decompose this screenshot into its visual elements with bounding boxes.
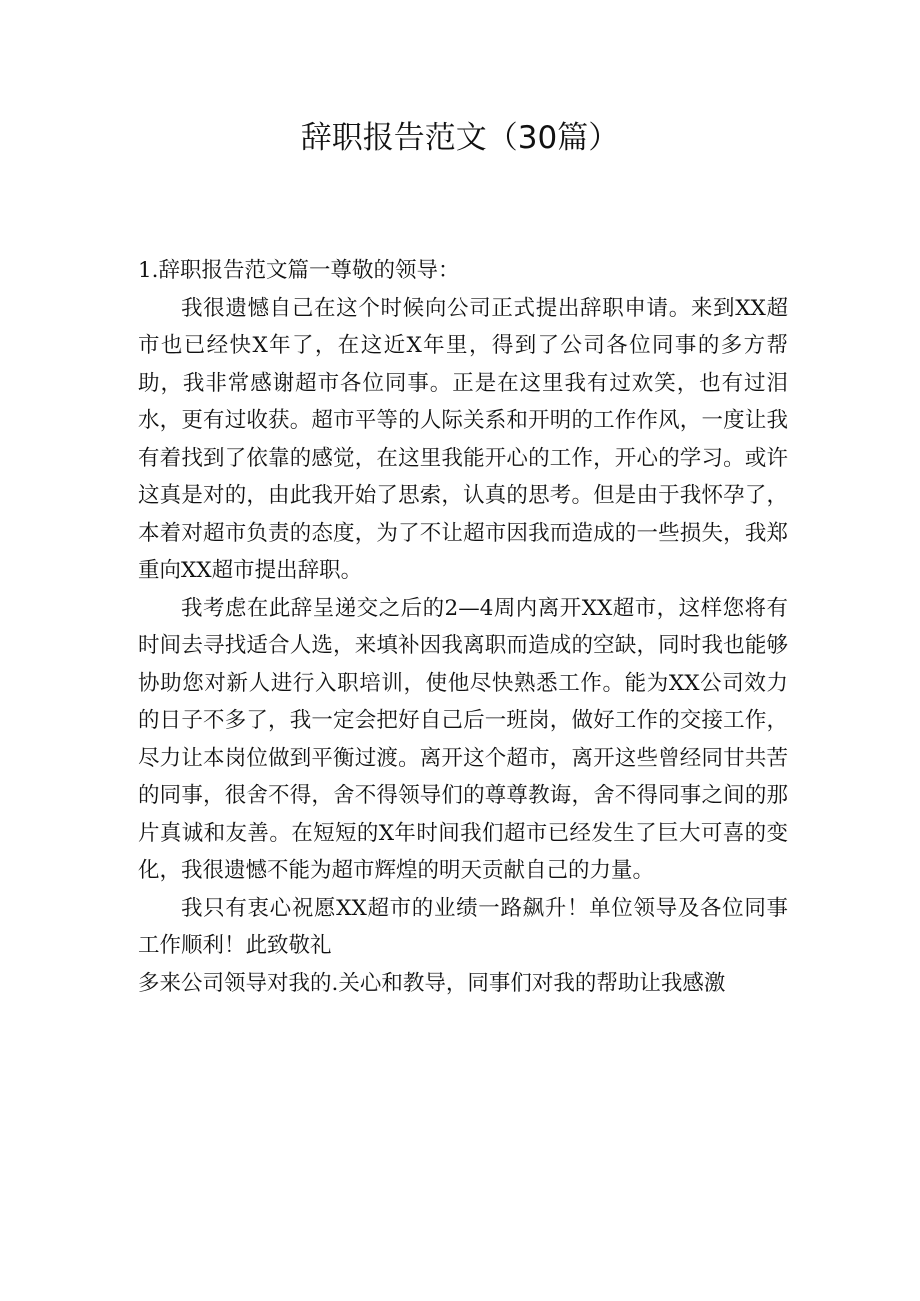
paragraph-1: 我很遗憾自己在这个时候向公司正式提出辞职申请。来到XX超市也已经快X年了，在这近X年里，得到了公司各位同事的多方帮助，我非常感谢超市各位同事。正是在这里我有过欢笑，也有过泪水，更有过收获。超市平等的人际关系和开明的工作作风，一度让我有着找到了依靠的感觉，在这里我能开心的工作，开心的学习。或许这真是对的，由此我开始了思索，认真的思考。但是由于我怀孕了，本着对超市负责的态度，为了不让超市因我而造成的一些损失，我郑重向XX超市提出辞职。 [138,295,788,583]
paragraph-3: 我只有衷心祝愿XX超市的业绩一路飙升！单位领导及各位同事工作顺利！此致敬礼 [138,895,788,958]
document-title: 辞职报告范文（30篇） [300,120,620,156]
paragraph-2: 我考虑在此辞呈递交之后的2—4周内离开XX超市，这样您将有时间去寻找适合人选，来填补因我离职而造成的空缺，同时我也能够协助您对新人进行入职培训，使他尽快熟悉工作。能为XX公司效力的日子不多了，我一定会把好自己后一班岗，做好工作的交接工作，尽力让本岗位做到平衡过渡。离开这个超市，离开这些曾经同甘共苦的同事，很舍不得，舍不得领导们的尊尊教诲，舍不得同事之间的那片真诚和友善。在短短的X年时间我们超市已经发生了巨大可喜的变化，我很遗憾不能为超市辉煌的明天贡献自己的力量。 [138,595,788,883]
document-body [138,252,788,1002]
trailing-line: 多来公司领导对我的.关心和教导，同事们对我的帮助让我感激 [138,970,726,996]
section-heading: 1.辞职报告范文篇一尊敬的领导： [138,258,460,283]
